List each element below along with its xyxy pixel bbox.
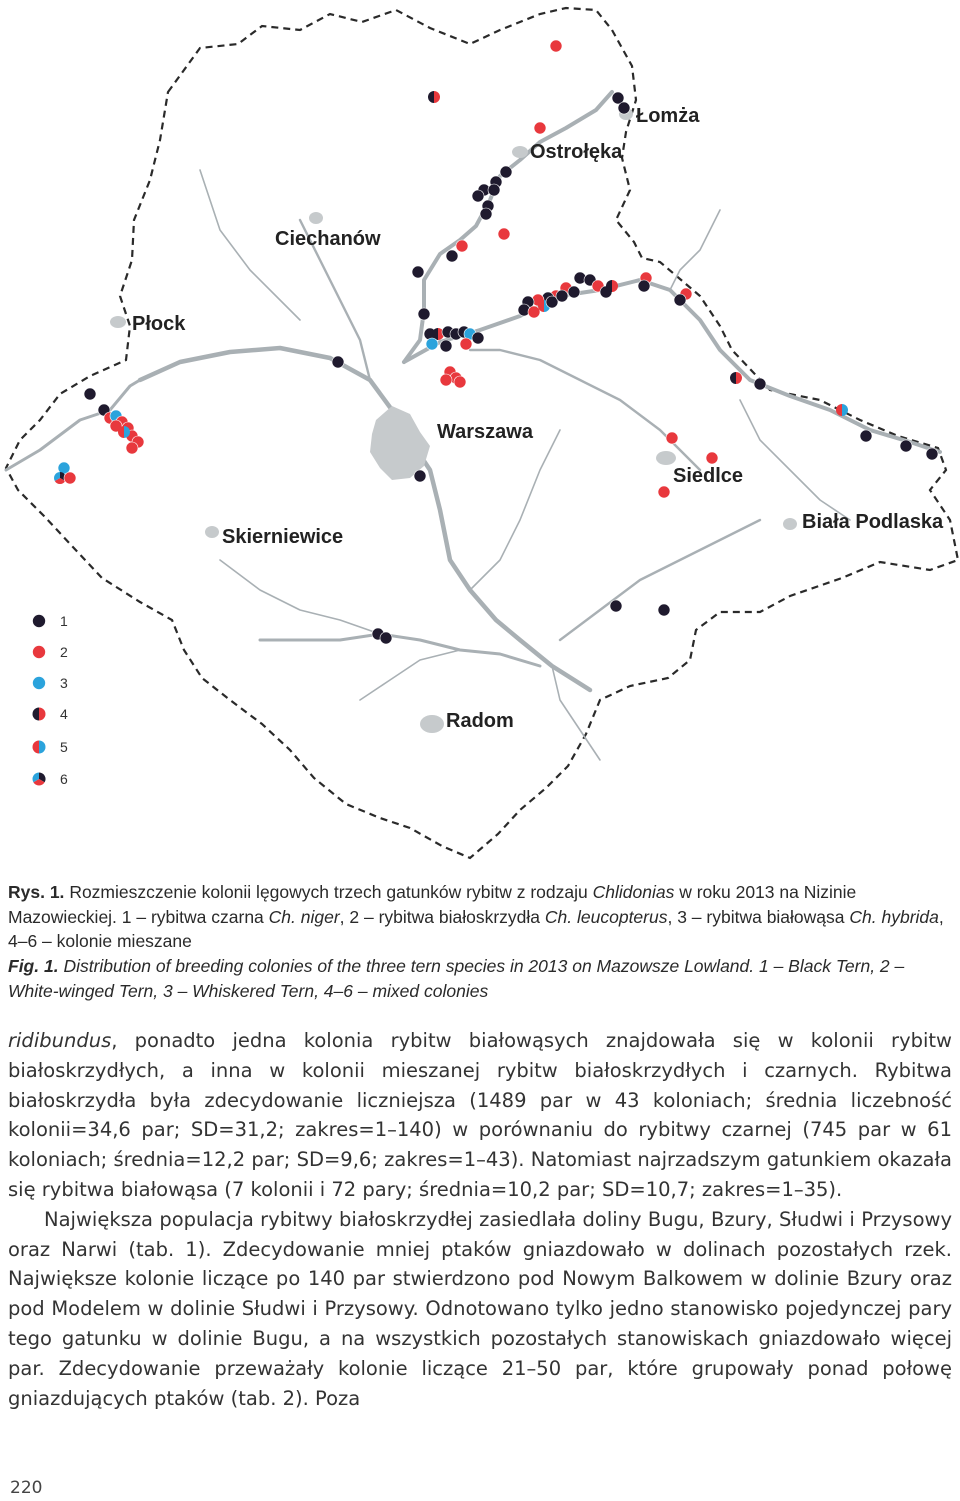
colony-marker-red (460, 338, 472, 350)
skierniewice-area (205, 526, 219, 538)
legend-label-5: 5 (60, 739, 68, 755)
colony-marker-black (480, 208, 492, 220)
city-label-radom: Radom (446, 710, 514, 732)
colony-marker-black (638, 280, 650, 292)
radom-area (420, 715, 444, 733)
colony-marker-black (860, 430, 872, 442)
siedlce-area (656, 451, 676, 465)
city-label-ostroleka: Ostrołęka (530, 141, 623, 163)
caption-pl-species: Ch. niger (268, 906, 340, 927)
city-label-siedlce: Siedlce (673, 465, 744, 487)
paragraph-1-text: , ponadto jedna kolonia rybitw białowąsych znajdowała się w kolonii rybitw białoskrzydłych, a inna w kolonii mieszanej rybitw białoskrzydłych i czarnych. Rybitwa białoskrzydła była zdecydowanie liczniejsza (1489 par w 43 koloniach; średnia liczebność kolonii=34,6 par; SD=31,2; zakres=1–140) w porównaniu do rybitwy czarnej (745 par w 61 koloniach; średnia=12,2 par; SD=9,6; zakres=1–43). Natomiast najrzadszym gatunkiem okazała się rybitwa białowąsa (7 kolonii i 72 pary; średnia=10,2 par; SD=10,7; zakres=1–35). (8, 1029, 952, 1201)
colony-marker-black (380, 632, 392, 644)
colony-marker-red (456, 240, 468, 252)
colony-marker-black (556, 290, 568, 302)
colony-marker-black (440, 340, 452, 352)
colony-marker-mixed (33, 773, 46, 786)
colony-marker-red (33, 646, 46, 659)
colony-marker-red (550, 40, 562, 52)
colony-marker-black-red (730, 372, 742, 384)
colony-marker-black (658, 604, 670, 616)
colony-marker-black (900, 440, 912, 452)
colony-marker-black-red (33, 708, 46, 721)
legend-label-3: 3 (60, 675, 68, 691)
colony-marker-red (534, 122, 546, 134)
body-text (8, 1026, 952, 1413)
colony-marker-black (414, 470, 426, 482)
colony-marker-black (33, 615, 46, 628)
colony-marker-black (568, 286, 580, 298)
city-label-ciechanow: Ciechanów (275, 228, 381, 250)
colony-marker-black (472, 190, 484, 202)
colony-marker-black (488, 184, 500, 196)
city-label-warszawa: Warszawa (437, 421, 533, 443)
plock-area (110, 316, 126, 328)
caption-pl-species: Ch. hybrida (849, 906, 939, 927)
caption-pl-text: Rozmieszczenie kolonii lęgowych trzech gatunków rybitw z rodzaju (69, 882, 593, 902)
legend-label-1: 1 (60, 613, 68, 629)
city-label-lomza: Łomża (636, 105, 700, 127)
colony-marker-black (418, 308, 430, 320)
colony-marker-black (446, 250, 458, 262)
colony-marker-black (926, 448, 938, 460)
paragraph-2: Największa populacja rybitwy białoskrzydłej zasiedlała doliny Bugu, Bzury, Słudwi i Przysowy oraz Narwi (tab. 1). Zdecydowanie mniej ptaków gniazdowało w dolinach pozostałych rzek. Największe kolonie liczące po 140 par stwierdzono pod Nowym Balkowem w dolinie Bzury oraz pod Modelem w dolinie Słudwi i Przysowy. Odnotowano tylko jedno stanowisko pojedynczej pary tego gatunku w dolinie Bugu, a na wszystkich pozostałych stanowiskach gniazdowało więcej par. Zdecydowanie przeważały kolonie liczące 21–50 par, które grupowały ponad połowę gniazdujących ptaków (tab. 2). Poza (8, 1207, 952, 1410)
caption-pl-species: Chlidonias (592, 882, 675, 902)
legend-label-4: 4 (60, 706, 68, 722)
colony-marker-red-blue (33, 741, 46, 754)
colony-marker-black (412, 266, 424, 278)
colony-marker-black (618, 102, 630, 114)
colony-marker-red (126, 442, 138, 454)
colony-marker-black (674, 294, 686, 306)
biala-area (783, 518, 797, 530)
colony-marker-red (666, 432, 678, 444)
figure-caption-pl (8, 880, 954, 954)
colony-marker-red (498, 228, 510, 240)
colony-marker-red-blue (118, 426, 130, 438)
colony-marker-red (706, 452, 718, 464)
paragraph-1-lead: ridibundus (8, 1029, 112, 1052)
colony-marker-black-red (606, 280, 618, 292)
colony-marker-red (528, 306, 540, 318)
ciechanow-area (309, 212, 323, 224)
caption-pl-species: Ch. leucopterus (544, 906, 668, 927)
colony-marker-black (754, 378, 766, 390)
colony-marker-blue (33, 677, 46, 690)
caption-pl-text: , 4–6 – kolonie mieszane (8, 906, 944, 951)
colony-marker-red (454, 376, 466, 388)
ostroleka-area (512, 146, 528, 158)
legend-label-2: 2 (60, 644, 68, 660)
colony-marker-red (64, 472, 76, 484)
paragraph-1 (8, 1026, 952, 1205)
caption-en-text: Distribution of breeding colonies of the three tern species in 2013 on Mazowsze Lowland. 1 – Black Tern, 2 – White-winged Tern, 3 – Whiskered Tern, 4–6 – mixed colonies (8, 956, 905, 1001)
map-legend (33, 613, 69, 787)
colony-marker-black (84, 388, 96, 400)
colony-marker-black (472, 332, 484, 344)
colony-marker-blue (426, 338, 438, 350)
city-label-skierniewice: Skierniewice (222, 526, 344, 548)
legend-label-6: 6 (60, 771, 68, 787)
colony-marker-black-red (428, 91, 440, 103)
colony-marker-black (500, 166, 512, 178)
figure-caption-en (8, 954, 954, 1003)
colony-marker-red-blue (836, 404, 848, 416)
caption-en-fig-number: Fig. 1. (8, 956, 59, 976)
city-label-biala-podlaska: Biała Podlaska (802, 511, 944, 533)
caption-pl-text: , 2 – rybitwa białoskrzydła (339, 906, 545, 927)
colony-marker-black (610, 600, 622, 612)
colony-marker-black (332, 356, 344, 368)
caption-pl-text: w roku 2013 na Nizinie Mazowieckiej. 1 – rybitwa czarna (8, 882, 857, 927)
caption-pl-fig-number: Rys. 1. (8, 882, 65, 902)
city-label-plock: Płock (132, 313, 186, 335)
page-number: 220 (10, 1478, 43, 1498)
colony-marker-red (658, 486, 670, 498)
colony-marker-red (440, 374, 452, 386)
caption-pl-text: , 3 – rybitwa białowąsa (667, 906, 850, 927)
